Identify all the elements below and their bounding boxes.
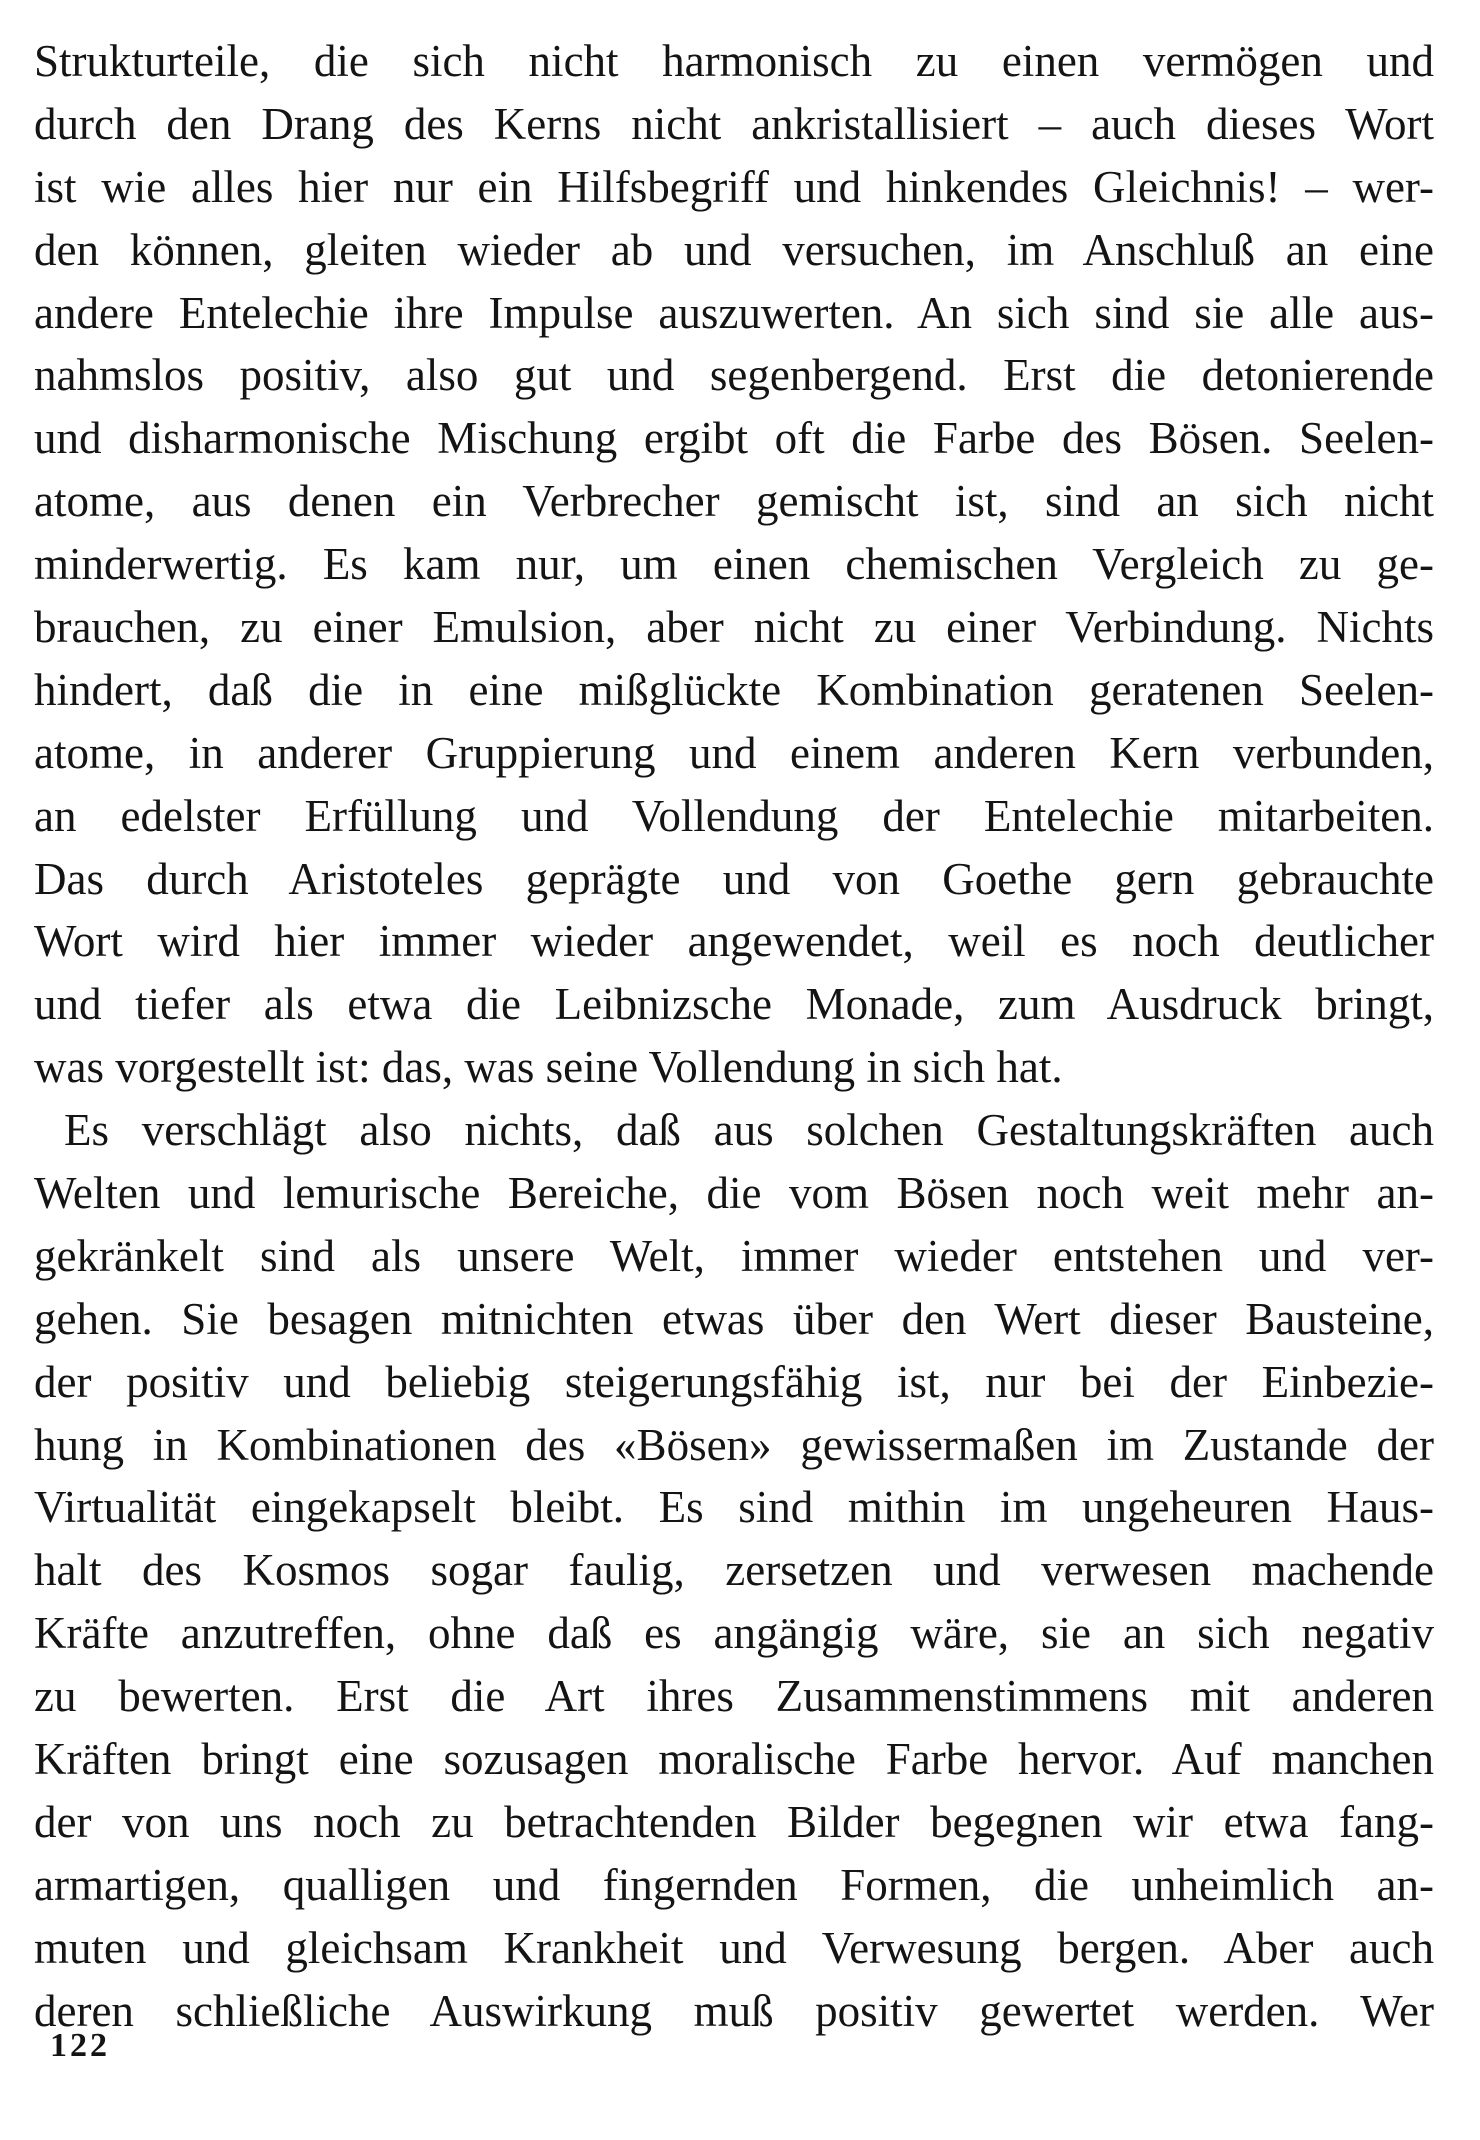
text-line: nahmslos positiv, also gut und segenbergend. Erst die detonierende xyxy=(34,350,1434,401)
text-line: muten und gleichsam Krankheit und Verwesung bergen. Aber auch xyxy=(34,1922,1434,1973)
text-line: was vorgestellt ist: das, was seine Vollendung in sich hat. xyxy=(34,1042,1063,1093)
text-line: Welten und lemurische Bereiche, die vom Bösen noch weit mehr an- xyxy=(34,1168,1434,1219)
text-line: hung in Kombinationen des «Bösen» gewissermaßen im Zustande der xyxy=(34,1419,1434,1470)
text-line: der positiv und beliebig steigerungsfähig ist, nur bei der Einbezie- xyxy=(34,1356,1434,1407)
text-line: deren schließliche Auswirkung muß positiv gewertet werden. Wer xyxy=(34,1985,1434,2036)
text-line: gehen. Sie besagen mitnichten etwas über den Wert dieser Bausteine, xyxy=(34,1293,1434,1344)
text-line: andere Entelechie ihre Impulse auszuwerten. An sich sind sie alle aus- xyxy=(34,287,1434,338)
text-line: Virtualität eingekapselt bleibt. Es sind mithin im ungeheuren Haus- xyxy=(34,1482,1434,1533)
text-line: und disharmonische Mischung ergibt oft die Farbe des Bösen. Seelen- xyxy=(34,413,1434,464)
text-line: Strukturteile, die sich nicht harmonisch zu einen vermögen und xyxy=(34,36,1434,86)
text-line: atome, in anderer Gruppierung und einem anderen Kern verbunden, xyxy=(34,727,1434,778)
text-line: atome, aus denen ein Verbrecher gemischt ist, sind an sich nicht xyxy=(34,476,1434,527)
text-line: hindert, daß die in eine mißglückte Kombination geratenen Seelen- xyxy=(34,664,1434,715)
paragraph-1 xyxy=(34,30,1434,1099)
text-line: gekränkelt sind als unsere Welt, immer wieder entstehen und ver- xyxy=(34,1230,1434,1281)
text-line: Das durch Aristoteles geprägte und von Goethe gern gebrauchte xyxy=(34,853,1434,904)
text-line: zu bewerten. Erst die Art ihres Zusammenstimmens mit anderen xyxy=(34,1671,1434,1722)
text-line: Es verschlägt also nichts, daß aus solchen Gestaltungskräften auch xyxy=(64,1105,1434,1156)
text-line: an edelster Erfüllung und Vollendung der Entelechie mitarbeiten. xyxy=(34,790,1434,841)
text-line: ist wie alles hier nur ein Hilfsbegriff und hinkendes Gleichnis! – wer- xyxy=(34,161,1434,212)
paragraph-2 xyxy=(34,1099,1434,2042)
text-line: Wort wird hier immer wieder angewendet, weil es noch deutlicher xyxy=(34,916,1434,967)
page-number: 122 xyxy=(50,2027,110,2064)
text-line: und tiefer als etwa die Leibnizsche Monade, zum Ausdruck bringt, xyxy=(34,979,1434,1030)
text-line: minderwertig. Es kam nur, um einen chemischen Vergleich zu ge- xyxy=(34,539,1434,590)
text-line: den können, gleiten wieder ab und versuchen, im Anschluß an eine xyxy=(34,224,1434,275)
text-line: halt des Kosmos sogar faulig, zersetzen und verwesen machende xyxy=(34,1545,1434,1596)
text-line: armartigen, qualligen und fingernden Formen, die unheimlich an- xyxy=(34,1859,1434,1910)
text-line: Kräften bringt eine sozusagen moralische Farbe hervor. Auf manchen xyxy=(34,1734,1434,1785)
text-line: Kräfte anzutreffen, ohne daß es angängig wäre, sie an sich negativ xyxy=(34,1608,1434,1659)
body-text xyxy=(34,30,1434,2043)
text-line: der von uns noch zu betrachtenden Bilder begegnen wir etwa fang- xyxy=(34,1796,1434,1847)
text-line: brauchen, zu einer Emulsion, aber nicht zu einer Verbindung. Nichts xyxy=(34,602,1434,653)
text-line: durch den Drang des Kerns nicht ankristallisiert – auch dieses Wort xyxy=(34,98,1434,149)
